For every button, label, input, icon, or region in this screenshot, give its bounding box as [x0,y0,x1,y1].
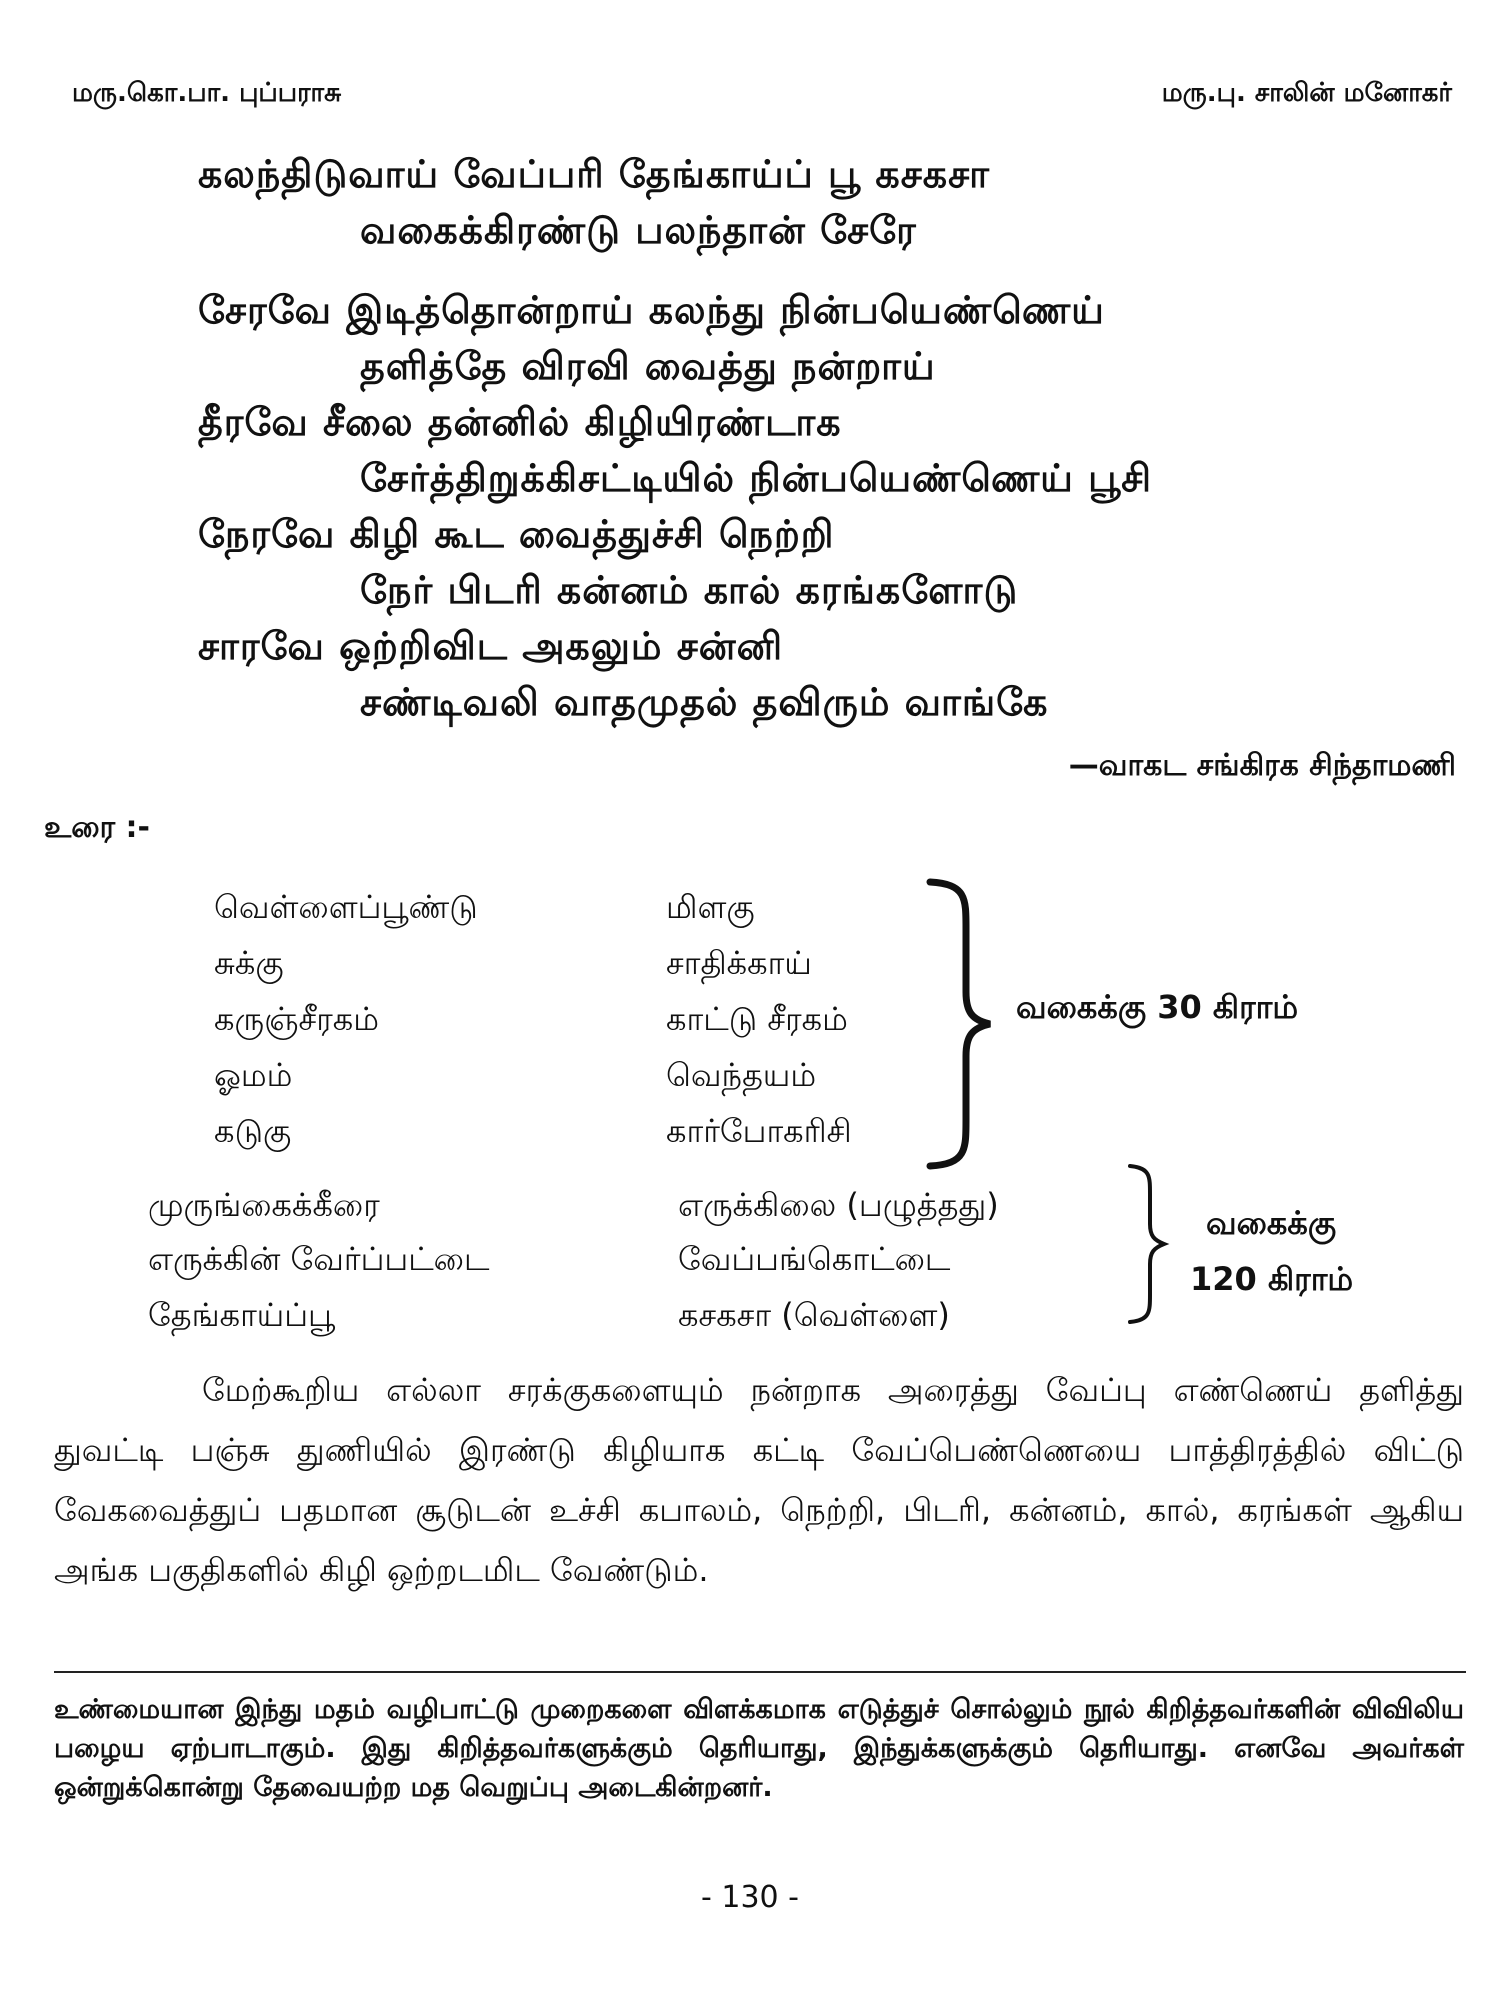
quantity-label: வகைக்கு [1206,1204,1337,1242]
ingredient-item: மிளகு [666,888,755,926]
ingredient-item: வெள்ளைப்பூண்டு [214,888,478,926]
ingredient-item: சுக்கு [214,944,284,982]
verse-line: தீரவே சீலை தன்னில் கிழியிரண்டாக [198,400,842,444]
quantity-label: 120 கிராம் [1190,1260,1354,1298]
header-author-left: மரு.கொ.பா. புப்பராசு [72,78,342,108]
ingredient-item: வேப்பங்கொட்டை [678,1240,951,1278]
curly-brace-icon [922,876,994,1172]
ingredient-item: கார்போகரிசி [666,1112,852,1150]
page-number: - 130 - [701,1880,799,1915]
verse-line: வகைக்கிரண்டு பலந்தான் சேரே [360,208,917,252]
verse-line: நேரவே கிழி கூட வைத்துச்சி நெற்றி [198,512,835,556]
verse-line: நேர் பிடரி கன்னம் கால் கரங்களோடு [360,568,1019,612]
header-author-right: மரு.பு. சாலின் மனோகர் [1161,78,1452,108]
footnote-divider [54,1671,1466,1673]
ingredient-item: எருக்கின் வேர்ப்பட்டை [148,1240,490,1278]
ingredient-item: முருங்கைக்கீரை [148,1186,380,1224]
ingredient-item: கசகசா (வெள்ளை) [678,1296,950,1334]
commentary-label: உரை :- [44,810,150,845]
ingredient-item: காட்டு சீரகம் [666,1000,848,1038]
ingredient-item: தேங்காய்ப்பூ [148,1296,336,1334]
curly-brace-icon [1124,1162,1170,1326]
verse-source: —வாகட சங்கிரக சிந்தாமணி [1068,748,1456,783]
footnote: உண்மையான இந்து மதம் வழிபாட்டு முறைகளை விளக்கமாக எடுத்துச் சொல்லும் நூல் கிறித்தவர்களின் விவிலிய பழைய ஏற்பாடாகும். இது கிறித்தவர்களுக்கும் தெரியாது, இந்துக்களுக்கும் தெரியாது. எனவே அவர்கள் ஒன்றுக்கொன்று தேவையற்ற மத வெறுப்பு அடைகின்றனர். [54,1694,1464,1803]
verse-line: சேர்த்திறுக்கிசட்டியில் நின்பயெண்ணெய் பூசி [360,456,1153,500]
verse-line: சண்டிவலி வாதமுதல் தவிரும் வாங்கே [360,680,1049,724]
ingredient-item: ஓமம் [214,1056,293,1094]
verse-line: சாரவே ஒற்றிவிட அகலும் சன்னி [198,624,784,668]
ingredient-item: கருஞ்சீரகம் [214,1000,379,1038]
verse-line: கலந்திடுவாய் வேப்பரி தேங்காய்ப் பூ கசகசா [198,152,990,196]
verse-line: தளித்தே விரவி வைத்து நன்றாய் [360,344,936,388]
ingredient-item: எருக்கிலை (பழுத்தது) [678,1186,999,1224]
quantity-label: வகைக்கு 30 கிராம் [1016,988,1299,1026]
verse-line: சேரவே இடித்தொன்றாய் கலந்து நின்பயெண்ணெய் [198,288,1105,332]
ingredient-item: சாதிக்காய் [666,944,812,982]
preparation-paragraph: மேற்கூறிய எல்லா சரக்குகளையும் நன்றாக அரைத்து வேப்பு எண்ணெய் தளித்து துவட்டி பஞ்சு துணியில் இரண்டு கிழியாக கட்டி வேப்பெண்ணெயை பாத்திரத்தில் விட்டு வேகவைத்துப் பதமான சூடுடன் உச்சி கபாலம், நெற்றி, பிடரி, கன்னம், கால், கரங்கள் ஆகிய அங்க பகுதிகளில் கிழி ஒற்றடமிட வேண்டும். [54,1371,1464,1589]
ingredient-item: வெந்தயம் [666,1056,817,1094]
ingredient-item: கடுகு [214,1112,292,1150]
